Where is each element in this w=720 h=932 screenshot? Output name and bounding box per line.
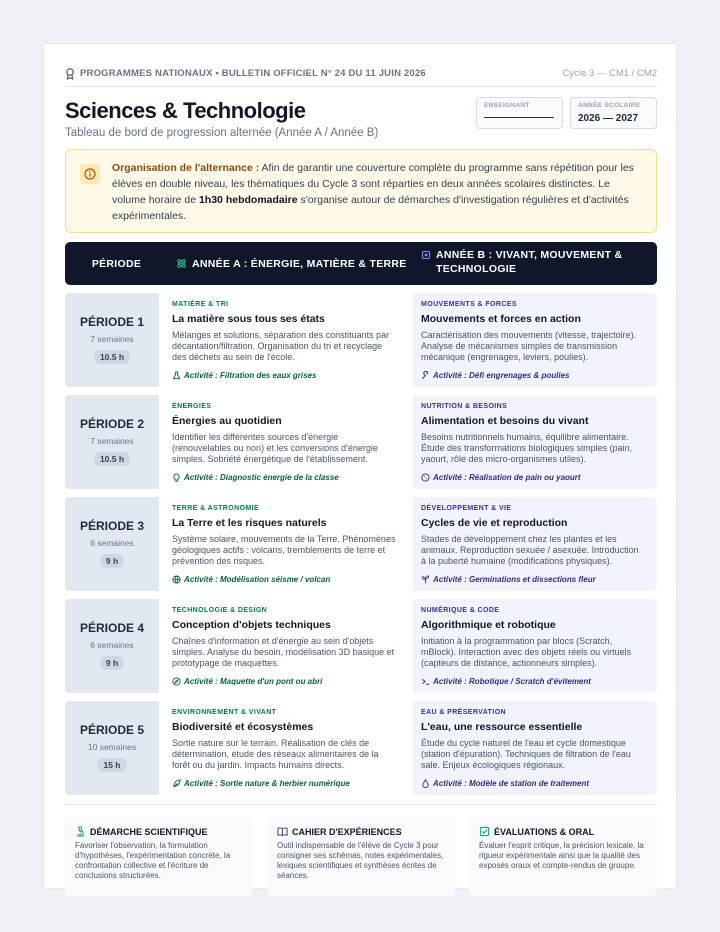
theme-title: Mouvements et forces en action	[421, 313, 581, 325]
activity	[421, 677, 591, 686]
footer-card-description: Évaluer l'esprit critique, la précision lexicale, la rigueur expérimentale ainsi que la qualité des exposés oraux et compte-rendus de groupe.	[479, 841, 644, 870]
header-year-a-label: ANNÉE A : ÉNERGIE, MATIÈRE & TERRE	[192, 257, 407, 270]
year-b-cell	[413, 293, 657, 387]
period-cell	[65, 395, 159, 489]
cookie-icon	[421, 473, 430, 482]
theme-description: Étude du cycle naturel de l'eau et cycle domestique (station d'épuration). Techniques de filtration de l'eau sale. Enjeux écologiques régionaux.	[421, 738, 631, 770]
theme-tag: TECHNOLOGIE & DESIGN	[172, 607, 268, 614]
notice-hours: 1h30 hebdomadaire	[198, 194, 298, 206]
period-cell	[65, 701, 159, 795]
theme-description: Initiation à la programmation par blocs (Scratch, mBlock). Interaction avec des objets réels ou virtuels (capteurs de distance, actionneurs simples).	[421, 636, 632, 668]
period-name: PÉRIODE 4	[79, 621, 145, 635]
alternance-notice	[65, 149, 657, 233]
theme-tag: NUMÉRIQUE & CODE	[421, 607, 500, 614]
footer-card	[469, 816, 657, 896]
period-cell	[65, 599, 159, 693]
flask-icon	[172, 371, 181, 380]
theme-title: Conception d'objets techniques	[172, 619, 331, 631]
period-weeks: 6 semaines	[90, 538, 134, 548]
award-icon	[65, 68, 75, 80]
table-row	[65, 701, 657, 795]
theme-title: Alimentation et besoins du vivant	[421, 415, 589, 427]
year-a-cell	[159, 701, 409, 795]
header-year-b-label: ANNÉE B : VIVANT, MOUVEMENT & TECHNOLOGIE	[436, 249, 623, 275]
activity-label: Activité : Sortie nature & herbier numérique	[184, 779, 350, 788]
footer-title-text: DÉMARCHE SCIENTIFIQUE	[90, 826, 208, 837]
activity	[172, 371, 316, 380]
theme-description: Système solaire, mouvements de la Terre. Phénomènes géologiques actifs : volcans, tremblements de terre et prévention des risques.	[172, 534, 396, 566]
theme-tag: ENVIRONNEMENT & VIVANT	[172, 709, 277, 716]
theme-tag: MATIÈRE & TRI	[172, 301, 229, 308]
wrench-icon	[421, 371, 430, 380]
teacher-blank-line	[484, 117, 554, 118]
year-a-cell	[159, 395, 409, 489]
theme-tag: ÉNERGIES	[172, 403, 212, 410]
period-name: PÉRIODE 1	[79, 315, 145, 329]
year-b-cell	[413, 701, 657, 795]
open-book-icon	[277, 826, 288, 837]
theme-description: Stades de développement chez les plantes et les animaux. Reproduction sexuée / asexuée. Introduction à la puberté humaine (modifications physiques).	[421, 534, 639, 566]
period-cell	[65, 497, 159, 591]
footer-card-title	[479, 826, 647, 837]
activity	[421, 779, 589, 788]
table-header	[65, 242, 657, 285]
theme-description: Identifier les différentes sources d'énergie (renouvelables ou non) et les conversions d'énergie simples. Sobriété énergétique de l'établissement.	[172, 432, 378, 464]
header-period: PÉRIODE	[91, 257, 142, 270]
activity-label: Activité : Réalisation de pain ou yaourt	[433, 473, 581, 482]
period-weeks: 6 semaines	[90, 640, 134, 650]
checkbox-icon	[479, 826, 490, 837]
theme-title: Énergies au quotidien	[172, 415, 282, 427]
notice-text	[112, 160, 644, 224]
sprout-icon	[421, 575, 430, 584]
activity-label: Activité : Germinations et dissections fleur	[433, 575, 596, 584]
activity	[421, 473, 581, 482]
activity-label: Activité : Modélisation séisme / volcan	[184, 575, 331, 584]
theme-title: L'eau, une ressource essentielle	[421, 721, 583, 733]
activity	[172, 473, 339, 482]
document-page	[43, 43, 677, 889]
cycle-label: Cycle 3 — CM1 / CM2	[562, 68, 657, 79]
activity-label: Activité : Robotique / Scratch d'évitement	[433, 677, 591, 686]
school-year-field	[570, 97, 657, 129]
theme-tag: TERRE & ASTRONOMIE	[172, 505, 260, 512]
period-hours-badge: 15 h	[97, 758, 126, 772]
theme-title: Cycles de vie et reproduction	[421, 517, 568, 529]
chip-icon	[421, 250, 431, 260]
theme-title: La matière sous tous ses états	[172, 313, 325, 325]
activity	[172, 575, 330, 584]
theme-description: Chaînes d'information et d'énergie au sein d'objets simples. Analyse du besoin, modélisation 3D basique et prototypage de maquettes.	[172, 636, 395, 668]
theme-description: Mélanges et solutions, séparation des constituants par décantation/filtration. Organisation du tri et recyclage des déchets au sein de l'école.	[172, 330, 390, 362]
school-year-label: ANNÉE SCOLAIRE	[578, 102, 641, 109]
info-icon	[80, 164, 100, 184]
notice-text-2: s'organise autour de démarches d'investigation régulières et d'activités expérimentales.	[112, 194, 629, 222]
notice-text-1: Afin de garantir une couverture complète du programme sans répétition pour les élèves en double niveau, les thématiques du Cycle 3 sont réparties en deux années scolaires distinctes. Le volume horaire de	[112, 162, 634, 206]
theme-title: La Terre et les risques naturels	[172, 517, 327, 529]
period-name: PÉRIODE 3	[79, 519, 145, 533]
page-subtitle: Tableau de bord de progression alternée (Année A / Année B)	[65, 127, 379, 139]
atom-icon	[176, 258, 187, 269]
theme-tag: EAU & PRÉSERVATION	[421, 709, 506, 716]
theme-tag: NUTRITION & BESOINS	[421, 403, 508, 410]
program-label: PROGRAMMES NATIONAUX • BULLETIN OFFICIEL N° 24 DU 11 JUIN 2026	[80, 68, 426, 79]
theme-description: Besoins nutritionnels humains, équilibre alimentaire. Étude des transformations biologiques simples (pain, yaourt, rôle des micro-organismes utiles).	[421, 432, 633, 464]
theme-description: Caractérisation des mouvements (vitesse, trajectoire). Analyse de mécanismes simples de transmission mécanique (engrenages, leviers, poulies).	[421, 330, 637, 362]
year-a-cell	[159, 497, 409, 591]
table-row	[65, 395, 657, 489]
period-hours-badge: 9 h	[100, 656, 124, 670]
activity-label: Activité : Diagnostic énergie de la classe	[184, 473, 339, 482]
page-title: Sciences & Technologie	[65, 98, 306, 123]
teacher-field[interactable]	[476, 97, 563, 129]
period-name: PÉRIODE 2	[79, 417, 145, 431]
theme-title: Biodiversité et écosystèmes	[172, 721, 314, 733]
period-hours-badge: 10.5 h	[94, 350, 130, 364]
table-row	[65, 497, 657, 591]
period-weeks: 10 semaines	[87, 742, 137, 752]
footer-card-title	[277, 826, 445, 837]
year-a-cell	[159, 599, 409, 693]
droplet-icon	[421, 779, 430, 788]
header-year-a	[176, 242, 407, 285]
activity-label: Activité : Filtration des eaux grises	[184, 371, 317, 380]
period-hours-badge: 10.5 h	[94, 452, 130, 466]
activity	[172, 779, 350, 788]
period-hours-badge: 9 h	[100, 554, 124, 568]
microscope-icon	[75, 826, 86, 837]
year-b-cell	[413, 599, 657, 693]
period-weeks: 7 semaines	[90, 436, 134, 446]
period-name: PÉRIODE 5	[79, 723, 145, 737]
year-a-cell	[159, 293, 409, 387]
theme-tag: MOUVEMENTS & FORCES	[421, 301, 517, 308]
compass-icon	[172, 677, 181, 686]
footer-card-title	[75, 826, 243, 837]
notice-lead: Organisation de l'alternance :	[112, 162, 260, 174]
header-year-b	[421, 248, 651, 276]
terminal-icon	[421, 677, 430, 686]
activity-label: Activité : Modèle de station de traitement	[433, 779, 590, 788]
globe-icon	[172, 575, 181, 584]
table-row	[65, 293, 657, 387]
teacher-label: ENSEIGNANT	[484, 102, 530, 109]
year-b-cell	[413, 395, 657, 489]
theme-tag: DÉVELOPPEMENT & VIE	[421, 505, 512, 512]
activity-label: Activité : Défi engrenages & poulies	[433, 371, 570, 380]
activity	[421, 575, 596, 584]
footer-title-text: ÉVALUATIONS & ORAL	[494, 826, 595, 837]
footer-card	[65, 816, 253, 896]
footer-card	[267, 816, 455, 896]
program-reference	[65, 68, 426, 80]
period-cell	[65, 293, 159, 387]
footer-divider	[65, 804, 657, 805]
activity	[172, 677, 322, 686]
footer-title-text: CAHIER D'EXPÉRIENCES	[292, 826, 402, 837]
theme-title: Algorithmique et robotique	[421, 619, 556, 631]
theme-description: Sortie nature sur le terrain. Réalisation de clés de détermination, étude des réseaux alimentaires de la forêt ou du jardin. Impacts humains directs.	[172, 738, 379, 770]
leaf-icon	[172, 779, 181, 788]
activity-label: Activité : Maquette d'un pont ou abri	[184, 677, 323, 686]
footer-card-description: Outil indispensable de l'élève de Cycle 3 pour consigner ses schémas, notes expérimentales, lexiques scientifiques et synthèses écrites de séances.	[277, 841, 444, 880]
school-year-value: 2026 — 2027	[578, 113, 639, 124]
footer-card-description: Favoriser l'observation, la formulation d'hypothèses, l'expérimentation concrète, la confrontation collective et l'écriture de conclusions structurées.	[75, 841, 231, 880]
year-b-cell	[413, 497, 657, 591]
activity	[421, 371, 569, 380]
table-row	[65, 599, 657, 693]
top-bar	[65, 66, 657, 87]
lightbulb-icon	[172, 473, 181, 482]
period-weeks: 7 semaines	[90, 334, 134, 344]
